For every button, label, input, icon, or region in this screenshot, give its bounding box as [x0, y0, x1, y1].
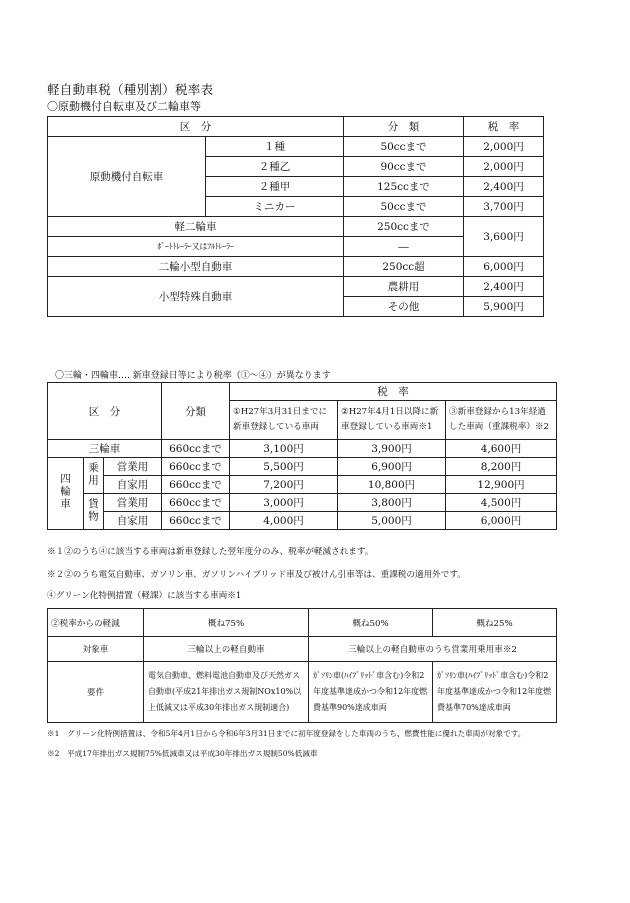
rate-cell: 8,200円 [446, 458, 557, 476]
motorbike-tax-table [47, 116, 544, 317]
class-cell: 250cc超 [344, 257, 464, 277]
yonrin-label [48, 458, 84, 530]
boat-trailer-label: ﾎﾞｰﾄﾄﾚｰﾗｰ又はﾌﾙﾄﾚｰﾗｰ [48, 237, 344, 257]
class-cell: 660ccまで [162, 494, 230, 512]
footnote-1: ※1 グリーン化特例措置は、令和5年4月1日から令和6年3月31日までに初年度登録をした車両のうち、燃費性能に優れた車両が対象です。 [47, 729, 526, 738]
class-cell: 90ccまで [344, 157, 464, 177]
header-zeiritsu: 税 率 [230, 383, 557, 401]
table-row [48, 217, 544, 237]
table-row [48, 494, 557, 512]
table-row [48, 662, 557, 723]
table-row [48, 440, 557, 458]
page-title: 軽自動車税（種別割）税率表 [47, 82, 214, 97]
sub-type: ２種甲 [206, 177, 344, 197]
kei-nirin-label: 軽二輪車 [48, 217, 344, 237]
requirement-3: ｶﾞｿﾘﾝ車(ﾊｲﾌﾞﾘｯﾄﾞ車含む)令和2年度基準達成かつ令和12年度燃費基準70%達成車両 [433, 662, 557, 723]
use-cell: 営業用 [104, 458, 162, 476]
use-cell: 自家用 [104, 476, 162, 494]
requirement-1: 電気自動車、燃料電池自動車及び天然ガス自動車(平成21年排出ガス規制NOx10%以上低減又は平成30年排出ガス規制適合) [144, 662, 309, 723]
rate-cell: 3,100円 [230, 440, 338, 458]
rate-cell: 6,900円 [338, 458, 446, 476]
table-row [48, 476, 557, 494]
header-col2: ②H27年4月1日以降に新車登録している車両※1 [338, 401, 446, 440]
class-cell: 250ccまで [344, 217, 464, 237]
kogata-nirin-label: 二輪小型自動車 [48, 257, 344, 277]
header-zeiritsu: 税 率 [464, 117, 544, 137]
requirement-2: ｶﾞｿﾘﾝ車(ﾊｲﾌﾞﾘｯﾄﾞ車含む)令和2年度基準達成かつ令和12年度燃費基準90%達成車両 [309, 662, 433, 723]
sanrin-label: 三輪車 [48, 440, 162, 458]
rate-cell: 6,000円 [446, 512, 557, 530]
table-header-row [48, 609, 557, 637]
table-header-row [48, 383, 557, 401]
jouyou-label [84, 458, 104, 494]
target-label: 対象車 [48, 637, 144, 662]
sub-type: ミニカー [206, 197, 344, 217]
rate-cell: 3,900円 [338, 440, 446, 458]
table-row [48, 512, 557, 530]
rate-cell: 4,600円 [446, 440, 557, 458]
requirement-label: 要件 [48, 662, 144, 723]
rate-cell: 10,800円 [338, 476, 446, 494]
sub-type: １種 [206, 137, 344, 157]
jouyou-text: 乗用 [87, 461, 99, 487]
rate-cell: 4,500円 [446, 494, 557, 512]
car-tax-table [47, 382, 557, 530]
target-2: 三輪以上の軽自動車のうち営業用乗用車※2 [309, 637, 557, 662]
table-row [48, 277, 544, 297]
section2-heading: 〇三輪・四輪車…. 新車登録日等により税率（①～④）が異なります [55, 371, 331, 381]
rate-cell: 7,200円 [230, 476, 338, 494]
rate-cell: 2,000円 [464, 137, 544, 157]
table-row [48, 637, 557, 662]
table-row [48, 458, 557, 476]
reduction-75: 概ね75% [144, 609, 309, 637]
note-3: ④グリーン化特例措置（軽課）に該当する車両※1 [47, 591, 242, 601]
class-cell: 125ccまで [344, 177, 464, 197]
rate-cell: 6,000円 [464, 257, 544, 277]
yonrin-text: 四輪車 [59, 473, 71, 511]
header-kubun: 区 分 [48, 383, 162, 440]
class-cell: 660ccまで [162, 512, 230, 530]
target-1: 三輪以上の軽自動車 [144, 637, 309, 662]
rate-cell: 3,000円 [230, 494, 338, 512]
class-cell: 農耕用 [344, 277, 464, 297]
table-row [48, 257, 544, 277]
kogata-tokushu-label: 小型特殊自動車 [48, 277, 344, 317]
class-cell: 50ccまで [344, 197, 464, 217]
header-col3: ③新車登録から13年経過した車両（重課税率）※2 [446, 401, 557, 440]
header-bunrui: 分 類 [344, 117, 464, 137]
note-1: ※１②のうち④に該当する車両は新車登録した翌年度分のみ、税率が軽減されます。 [47, 547, 374, 557]
reduction-50: 概ね50% [309, 609, 433, 637]
green-special-table [47, 608, 557, 723]
note-2: ※２②のうち電気自動車、ガソリン車、ガソリンハイブリッド車及び被けん引車等は、重課税の適用外です。 [47, 570, 466, 580]
section1-heading: 〇原動機付自転車及び二輪車等 [47, 100, 201, 113]
sub-type: ２種乙 [206, 157, 344, 177]
rate-cell: 2,400円 [464, 277, 544, 297]
header-col1: ①H27年3月31日までに新車登録している車両 [230, 401, 338, 440]
rate-cell: 3,600円 [464, 217, 544, 257]
class-cell: 660ccまで [162, 458, 230, 476]
class-cell: その他 [344, 297, 464, 317]
footnote-2: ※2 平成17年排出ガス規制75%低減車又は平成30年排出ガス規制50%低減車 [47, 749, 318, 758]
use-cell: 自家用 [104, 512, 162, 530]
rate-cell: 3,700円 [464, 197, 544, 217]
class-cell: 660ccまで [162, 440, 230, 458]
rate-cell: 2,000円 [464, 157, 544, 177]
rate-cell: 4,000円 [230, 512, 338, 530]
gentsuki-label: 原動機付自転車 [48, 137, 206, 217]
use-cell: 営業用 [104, 494, 162, 512]
rate-cell: 12,900円 [446, 476, 557, 494]
table-header-row [48, 117, 544, 137]
rate-cell: 3,800円 [338, 494, 446, 512]
rate-cell: 5,900円 [464, 297, 544, 317]
header-bunrui: 分類 [162, 383, 230, 440]
table-row [48, 137, 544, 157]
rate-cell: 5,500円 [230, 458, 338, 476]
kamotsu-text: 貨物 [87, 497, 99, 523]
class-cell: 660ccまで [162, 476, 230, 494]
class-cell: 50ccまで [344, 137, 464, 157]
reduction-25: 概ね25% [433, 609, 557, 637]
kamotsu-label [84, 494, 104, 530]
reduction-label: ②税率からの軽減 [48, 609, 144, 637]
class-cell: ― [344, 237, 464, 257]
rate-cell: 5,000円 [338, 512, 446, 530]
header-kubun: 区 分 [48, 117, 344, 137]
rate-cell: 2,400円 [464, 177, 544, 197]
